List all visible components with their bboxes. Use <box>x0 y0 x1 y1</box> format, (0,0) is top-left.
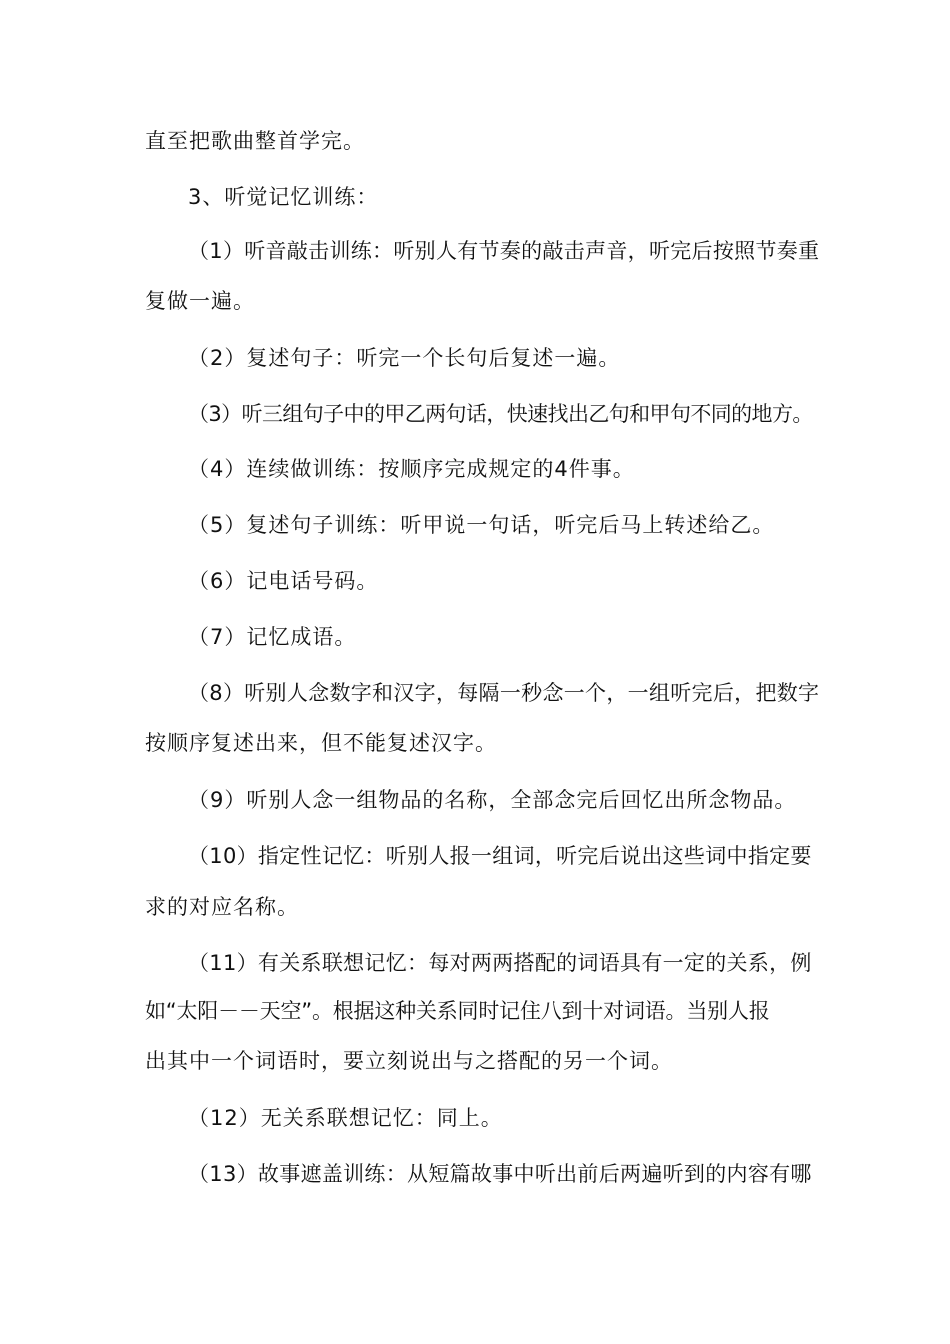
paragraph-line: 出其中一个词语时，要立刻说出与之搭配的另一个词。 <box>145 1049 673 1073</box>
paragraph-line: 复做一遍。 <box>145 289 255 313</box>
paragraph-line: （10）指定性记忆：听别人报一组词，听完后说出这些词中指定要 <box>188 844 812 868</box>
paragraph-line: 按顺序复述出来，但不能复述汉字。 <box>145 731 497 755</box>
paragraph-line: （12）无关系联想记忆：同上。 <box>188 1106 503 1130</box>
paragraph-line: （4）连续做训练：按顺序完成规定的4件事。 <box>188 457 635 481</box>
paragraph-line: （13）故事遮盖训练：从短篇故事中听出前后两遍听到的内容有哪 <box>188 1162 812 1186</box>
paragraph-line: 直至把歌曲整首学完。 <box>145 129 365 153</box>
paragraph-line: （11）有关系联想记忆：每对两两搭配的词语具有一定的关系，例 <box>188 951 812 975</box>
paragraph-line: 求的对应名称。 <box>145 895 299 919</box>
paragraph-line: （3）听三组句子中的甲乙两句话，快速找出乙句和甲句不同的地方。 <box>188 402 813 426</box>
paragraph-line: （2）复述句子：听完一个长句后复述一遍。 <box>188 346 621 370</box>
paragraph-line: （9）听别人念一组物品的名称，全部念完后回忆出所念物品。 <box>188 788 797 812</box>
paragraph-line: （1）听音敲击训练：听别人有节奏的敲击声音，听完后按照节奏重 <box>188 239 820 263</box>
paragraph-line: （6）记电话号码。 <box>188 569 379 593</box>
section-heading: 3、听觉记忆训练： <box>188 185 379 209</box>
paragraph-line: （7）记忆成语。 <box>188 625 357 649</box>
paragraph-line: （8）听别人念数字和汉字，每隔一秒念一个，一组听完后，把数字 <box>188 681 820 705</box>
paragraph-line: 如“太阳－－天空”。根据这种关系同时记住八到十对词语。当别人报 <box>145 999 770 1023</box>
paragraph-line: （5）复述句子训练：听甲说一句话，听完后马上转述给乙。 <box>188 513 775 537</box>
